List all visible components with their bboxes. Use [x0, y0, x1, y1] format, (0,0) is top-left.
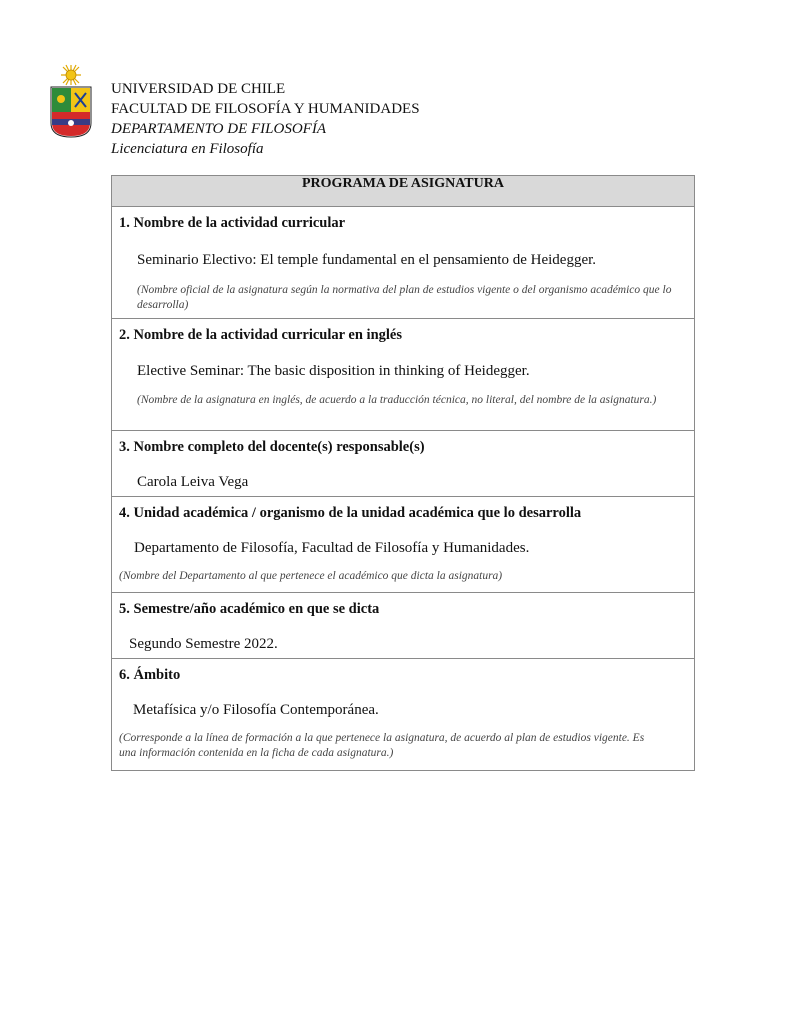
program-name: Licenciatura en Filosofía [111, 141, 264, 157]
section-5-value: Segundo Semestre 2022. [129, 636, 278, 652]
section-1-note: (Nombre oficial de la asignatura según la normativa del plan de estudios vigente o del organismo académico que lo desarrolla) [137, 284, 672, 311]
section-6 [112, 659, 695, 771]
section-3-title: 3. Nombre completo del docente(s) responsable(s) [119, 439, 425, 455]
university-crest-icon [48, 63, 94, 139]
section-5-title: 5. Semestre/año académico en que se dicta [119, 601, 380, 617]
section-6-value: Metafísica y/o Filosofía Contemporánea. [133, 702, 379, 718]
section-6-title: 6. Ámbito [119, 667, 181, 683]
institution-header [111, 79, 420, 159]
section-4-title: 4. Unidad académica / organismo de la unidad académica que lo desarrolla [119, 505, 582, 521]
section-3-value: Carola Leiva Vega [137, 474, 249, 490]
department-name: DEPARTAMENTO DE FILOSOFÍA [111, 121, 326, 137]
university-name: UNIVERSIDAD DE CHILE [111, 81, 286, 97]
section-4-value: Departamento de Filosofía, Facultad de Filosofía y Humanidades. [134, 540, 530, 556]
section-5 [112, 593, 695, 659]
section-1-value: Seminario Electivo: El temple fundamental en el pensamiento de Heidegger. [137, 252, 597, 268]
section-4 [112, 497, 695, 593]
section-2-note: (Nombre de la asignatura en inglés, de acuerdo a la traducción técnica, no literal, del nombre de la asignatura.) [137, 394, 657, 406]
faculty-name: FACULTAD DE FILOSOFÍA Y HUMANIDADES [111, 101, 420, 117]
program-table [111, 175, 695, 771]
section-2-title: 2. Nombre de la actividad curricular en inglés [119, 327, 403, 343]
section-3 [112, 431, 695, 497]
section-6-note: (Corresponde a la línea de formación a la que pertenece la asignatura, de acuerdo al plan de estudios vigente. Es una información contenida en la ficha de cada asignatura.) [119, 732, 645, 759]
section-1-title: 1. Nombre de la actividad curricular [119, 215, 346, 231]
section-2-value: Elective Seminar: The basic disposition in thinking of Heidegger. [137, 363, 530, 379]
program-table-title: PROGRAMA DE ASIGNATURA [112, 176, 695, 207]
section-4-note: (Nombre del Departamento al que pertenece el académico que dicta la asignatura) [119, 570, 503, 582]
section-1 [112, 207, 695, 319]
section-2 [112, 319, 695, 431]
